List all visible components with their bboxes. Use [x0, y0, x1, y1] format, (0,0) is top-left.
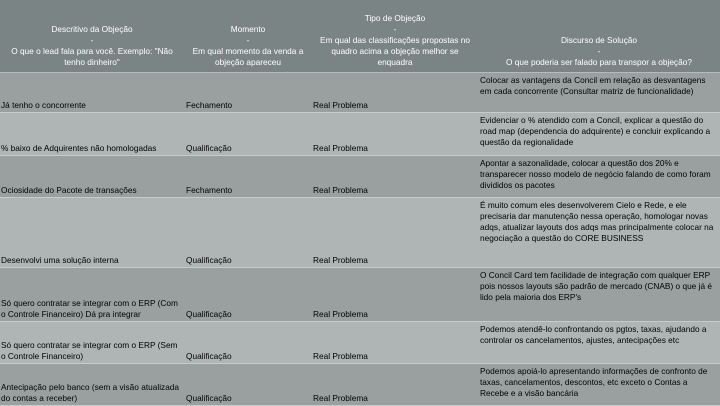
objection-cell: Antecipação pelo banco (sem a visão atualizada do contas a receber) [0, 363, 185, 405]
solution-cell: Evidenciar o % atendido com a Concil, explicar a questão do road map (dependencia do adquirente) e concluir explicando a questão da regionalidade [479, 112, 720, 155]
moment-cell: Qualificação [185, 197, 312, 267]
header-title: Tipo de Objeção [364, 12, 426, 23]
objection-cell: Só quero contratar se integrar com o ERP (Sem o Controle Financeiro) [0, 321, 185, 363]
header-objection-description [0, 0, 185, 72]
header-description: O que poderia ser falado para transpor a objeção? [506, 56, 692, 67]
header-moment [185, 0, 312, 72]
moment-cell: Fechamento [185, 72, 312, 112]
header-description: O que o lead fala para você. Exemplo: "Não tenho dinheiro" [11, 45, 173, 67]
table-row [0, 155, 720, 197]
solution-cell: É muito comum eles desenvolverem Cielo e Rede, e ele precisaria dar manutenção nessa operação, homologar novas adqs, atualizar layouts dos adqs mas principalmente colocar na negociação a questão do CORE BUSINESS [479, 197, 720, 267]
header-title: Descritivo da Objeção [51, 23, 133, 34]
solution-cell: Apontar a sazonalidade, colocar a questão dos 20% e transparecer nosso modelo de negócio falando de como foram divididos os pacotes [479, 155, 720, 197]
type-cell: Real Problema [312, 112, 479, 155]
header-solution-speech [479, 0, 720, 72]
table-row [0, 267, 720, 321]
solution-cell: Colocar as vantagens da Concil em relação as desvantagens em cada concorrente (Consultar matriz de funcionalidade) [479, 72, 720, 112]
header-title: Momento [230, 23, 266, 34]
table-row [0, 197, 720, 267]
type-cell: Real Problema [312, 363, 479, 405]
header-separator: - [393, 23, 397, 34]
type-cell: Real Problema [312, 155, 479, 197]
objection-cell: % baixo de Adquirentes não homologadas [0, 112, 185, 155]
objection-cell: Desenvolvi uma solução interna [0, 197, 185, 267]
header-title: Discurso de Solução [560, 34, 638, 45]
header-separator: - [90, 34, 94, 45]
header-separator: - [246, 34, 250, 45]
type-cell: Real Problema [312, 321, 479, 363]
solution-cell: O Concil Card tem facilidade de integração com qualquer ERP pois nossos layouts são padrão de mercado (CNAB) o que já é lido pela maioria dos ERP's [479, 267, 720, 321]
objection-cell: Só quero contratar se integrar com o ERP (Com o Controle Financeiro) Dá pra integrar [0, 267, 185, 321]
objection-cell: Ociosidade do Pacote de transações [0, 155, 185, 197]
type-cell: Real Problema [312, 72, 479, 112]
header-description: Em qual das classificações propostas no quadro acima a objeção melhor se enquadra [320, 34, 470, 67]
objection-cell: Já tenho o concorrente [0, 72, 185, 112]
table-row [0, 321, 720, 363]
table-row [0, 72, 720, 112]
header-separator: - [597, 45, 601, 56]
moment-cell: Qualificação [185, 267, 312, 321]
header-description: Em qual momento da venda a objeção apareceu [192, 45, 304, 67]
type-cell: Real Problema [312, 267, 479, 321]
moment-cell: Qualificação [185, 112, 312, 155]
table-row [0, 112, 720, 155]
type-cell: Real Problema [312, 197, 479, 267]
moment-cell: Qualificação [185, 363, 312, 405]
solution-cell: Podemos atendê-lo confrontando os pgtos, taxas, ajudando a controlar os cancelamentos, ajustes, antecipações etc [479, 321, 720, 363]
header-objection-type [312, 0, 479, 72]
table-row [0, 363, 720, 405]
solution-cell: Podemos apoiá-lo apresentando informações de confronto de taxas, cancelamentos, descontos, etc exceto o Contas a Recebe e a visão bancária [479, 363, 720, 405]
moment-cell: Fechamento [185, 155, 312, 197]
moment-cell: Qualificação [185, 321, 312, 363]
